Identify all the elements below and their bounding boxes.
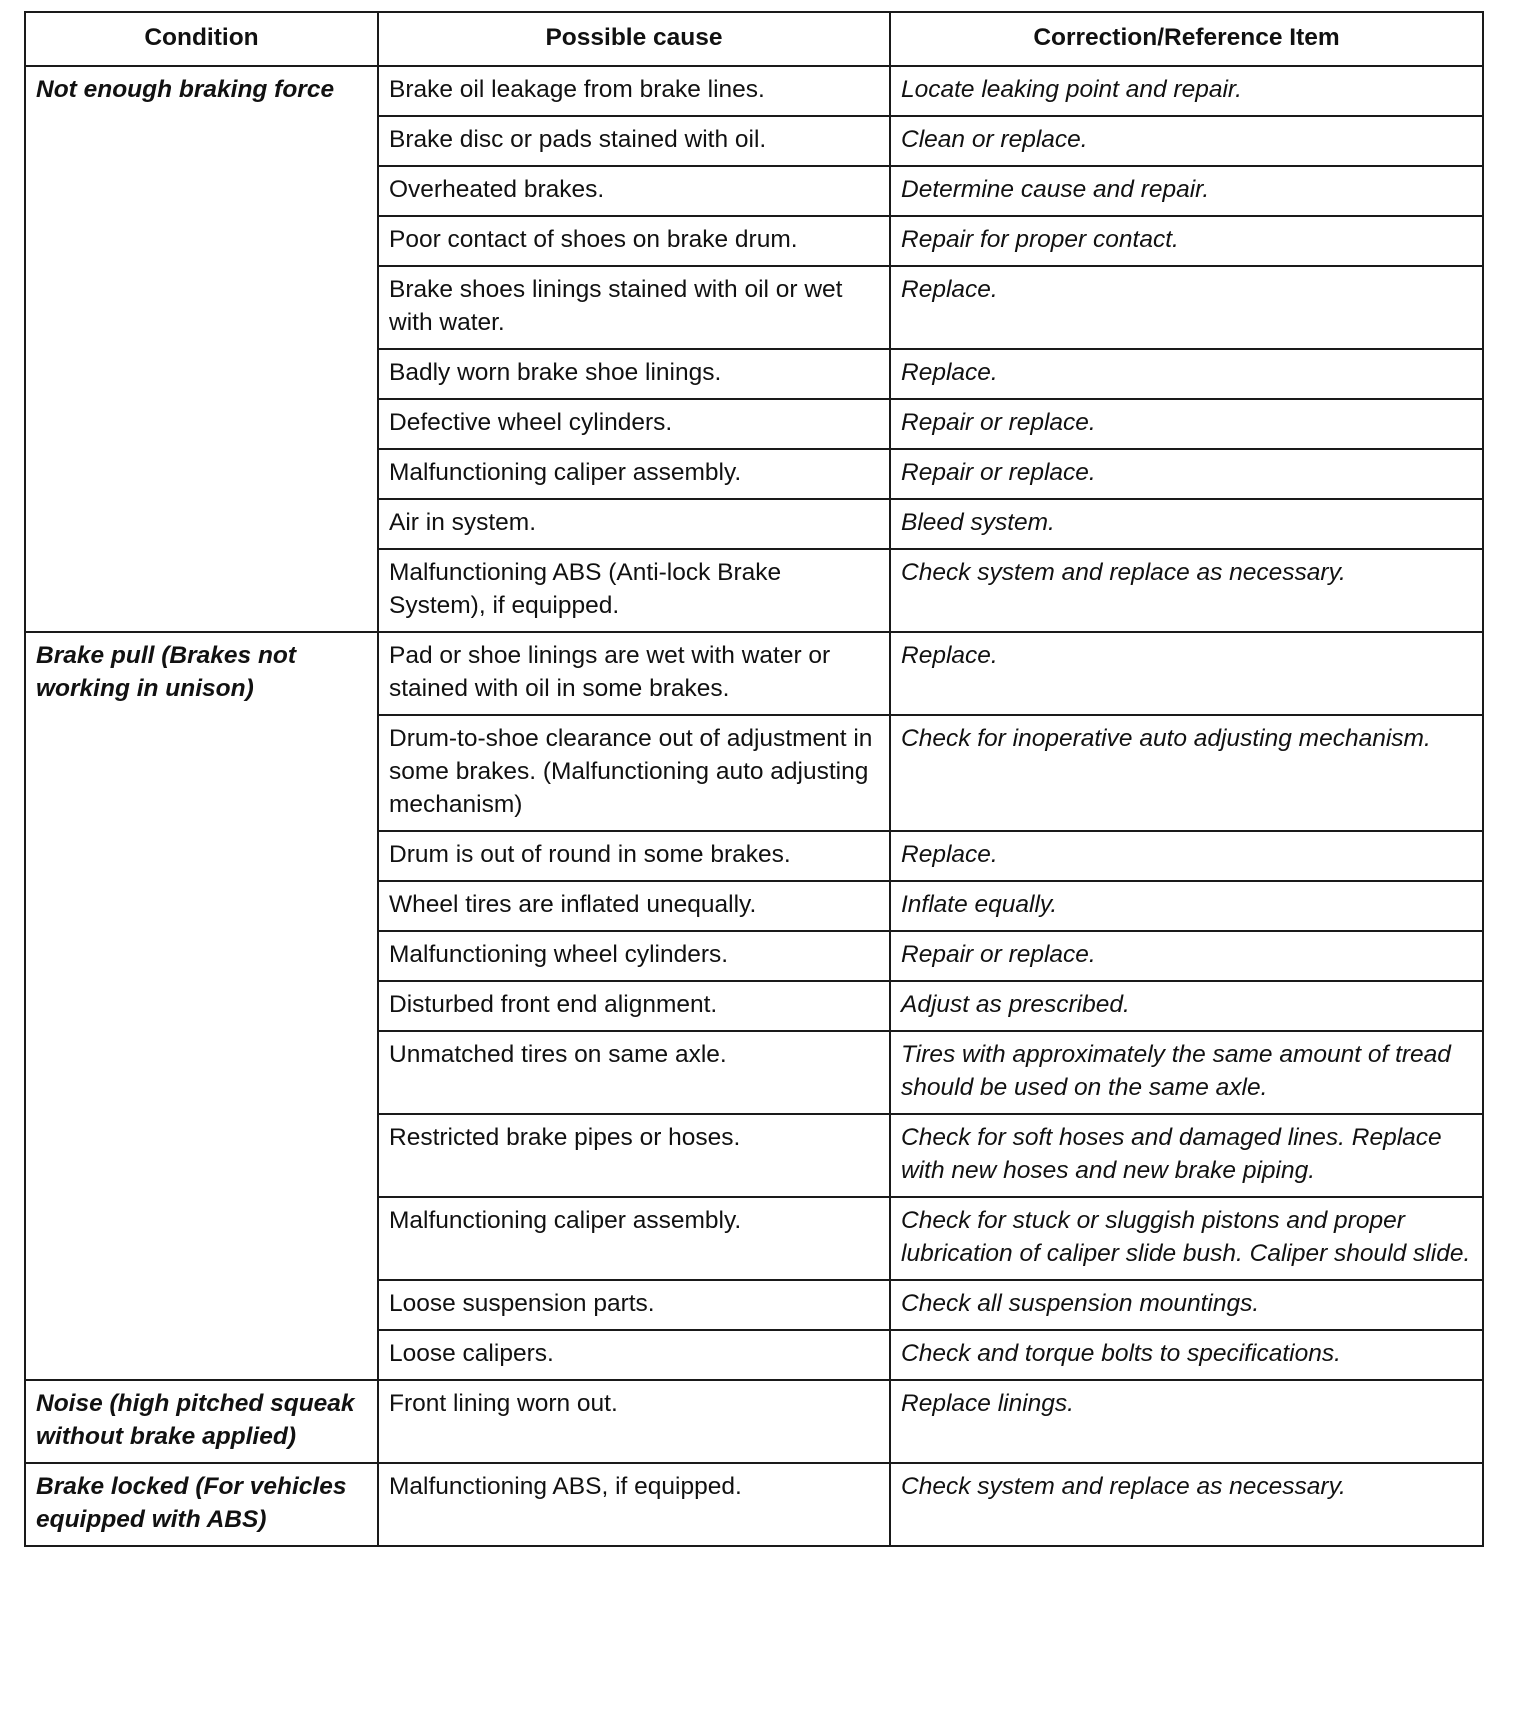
correction-cell: Replace. [890, 349, 1483, 399]
condition-cell: Brake pull (Brakes not working in unison) [25, 632, 378, 1380]
table-header-row [25, 12, 1483, 66]
cause-cell: Disturbed front end alignment. [378, 981, 890, 1031]
correction-cell: Clean or replace. [890, 116, 1483, 166]
correction-cell: Replace. [890, 632, 1483, 715]
correction-cell: Tires with approximately the same amount of tread should be used on the same axle. [890, 1031, 1483, 1114]
correction-cell: Replace. [890, 831, 1483, 881]
condition-cell: Brake locked (For vehicles equipped with ABS) [25, 1463, 378, 1546]
header-possible-cause: Possible cause [378, 12, 890, 66]
table-row [25, 1380, 1483, 1463]
correction-cell: Check for stuck or sluggish pistons and proper lubrication of caliper slide bush. Caliper should slide. [890, 1197, 1483, 1280]
condition-cell: Not enough braking force [25, 66, 378, 632]
correction-cell: Check and torque bolts to specifications. [890, 1330, 1483, 1380]
cause-cell: Brake shoes linings stained with oil or wet with water. [378, 266, 890, 349]
correction-cell: Check system and replace as necessary. [890, 549, 1483, 632]
cause-cell: Malfunctioning wheel cylinders. [378, 931, 890, 981]
cause-cell: Drum-to-shoe clearance out of adjustment in some brakes. (Malfunctioning auto adjusting mechanism) [378, 715, 890, 831]
cause-cell: Badly worn brake shoe linings. [378, 349, 890, 399]
header-correction: Correction/Reference Item [890, 12, 1483, 66]
cause-cell: Malfunctioning caliper assembly. [378, 449, 890, 499]
condition-cell: Noise (high pitched squeak without brake applied) [25, 1380, 378, 1463]
correction-cell: Inflate equally. [890, 881, 1483, 931]
header-condition: Condition [25, 12, 378, 66]
correction-cell: Check all suspension mountings. [890, 1280, 1483, 1330]
cause-cell: Restricted brake pipes or hoses. [378, 1114, 890, 1197]
correction-cell: Repair or replace. [890, 931, 1483, 981]
cause-cell: Loose calipers. [378, 1330, 890, 1380]
correction-cell: Repair for proper contact. [890, 216, 1483, 266]
cause-cell: Pad or shoe linings are wet with water or stained with oil in some brakes. [378, 632, 890, 715]
table-row [25, 1463, 1483, 1546]
table-row [25, 66, 1483, 116]
cause-cell: Poor contact of shoes on brake drum. [378, 216, 890, 266]
cause-cell: Unmatched tires on same axle. [378, 1031, 890, 1114]
cause-cell: Brake disc or pads stained with oil. [378, 116, 890, 166]
correction-cell: Locate leaking point and repair. [890, 66, 1483, 116]
cause-cell: Defective wheel cylinders. [378, 399, 890, 449]
cause-cell: Drum is out of round in some brakes. [378, 831, 890, 881]
cause-cell: Loose suspension parts. [378, 1280, 890, 1330]
correction-cell: Determine cause and repair. [890, 166, 1483, 216]
cause-cell: Wheel tires are inflated unequally. [378, 881, 890, 931]
troubleshooting-table [24, 11, 1484, 1547]
correction-cell: Replace linings. [890, 1380, 1483, 1463]
cause-cell: Malfunctioning ABS, if equipped. [378, 1463, 890, 1546]
correction-cell: Check system and replace as necessary. [890, 1463, 1483, 1546]
cause-cell: Malfunctioning caliper assembly. [378, 1197, 890, 1280]
correction-cell: Replace. [890, 266, 1483, 349]
correction-cell: Adjust as prescribed. [890, 981, 1483, 1031]
troubleshooting-table-container [24, 11, 1482, 1547]
correction-cell: Repair or replace. [890, 449, 1483, 499]
table-row [25, 632, 1483, 715]
cause-cell: Malfunctioning ABS (Anti-lock Brake System), if equipped. [378, 549, 890, 632]
cause-cell: Overheated brakes. [378, 166, 890, 216]
cause-cell: Air in system. [378, 499, 890, 549]
cause-cell: Front lining worn out. [378, 1380, 890, 1463]
correction-cell: Bleed system. [890, 499, 1483, 549]
cause-cell: Brake oil leakage from brake lines. [378, 66, 890, 116]
correction-cell: Check for inoperative auto adjusting mechanism. [890, 715, 1483, 831]
correction-cell: Repair or replace. [890, 399, 1483, 449]
correction-cell: Check for soft hoses and damaged lines. Replace with new hoses and new brake piping. [890, 1114, 1483, 1197]
